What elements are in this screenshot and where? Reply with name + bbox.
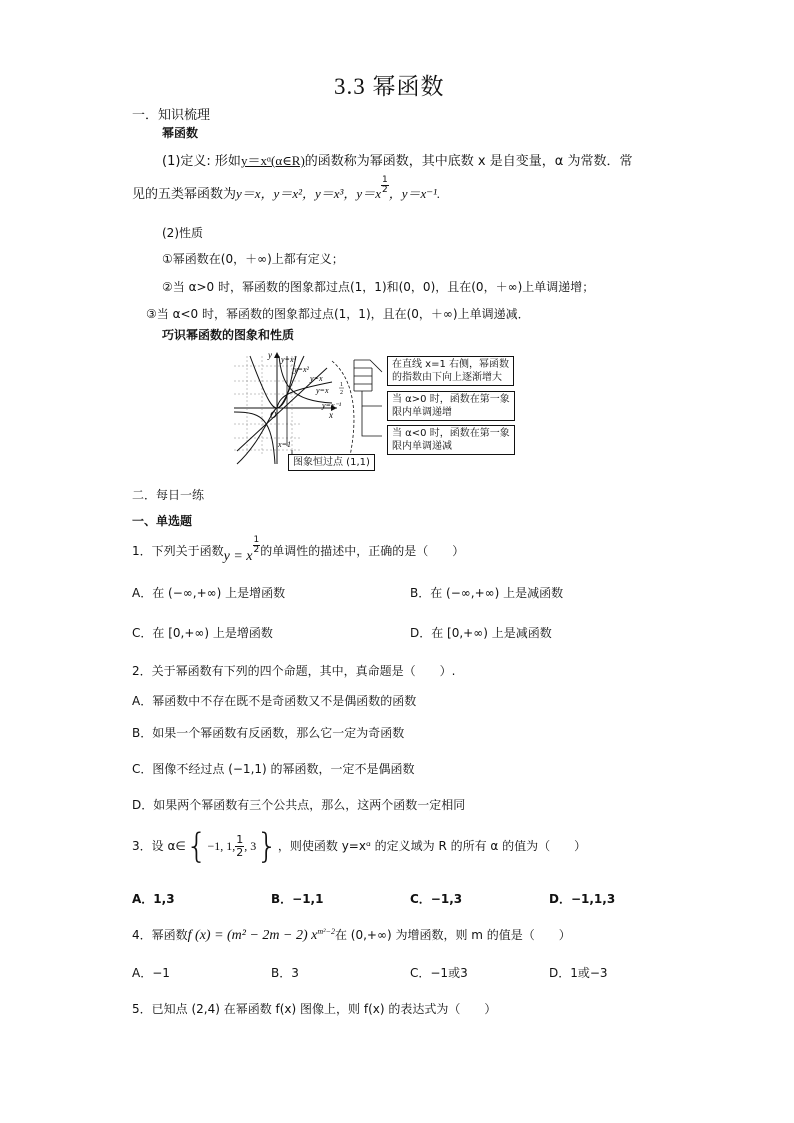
def-formula: y＝xᵅ(α∈R) bbox=[240, 153, 305, 168]
callout-line: 限内单调递增 bbox=[392, 407, 452, 418]
question-3 bbox=[132, 826, 587, 867]
callout-line: 当 α<0 时，函数在第一象 bbox=[392, 428, 510, 439]
label-y-squared: y=x² bbox=[294, 365, 309, 374]
label-y-cubed: y=x³ bbox=[281, 355, 296, 364]
label-x-equals-1: x=1 bbox=[278, 440, 291, 449]
definition-line1 bbox=[162, 150, 632, 169]
q4-option-d[interactable]: D．1或−3 bbox=[549, 966, 608, 980]
q3-half bbox=[235, 834, 244, 859]
q3-option-a[interactable]: A．1,3 bbox=[132, 892, 175, 906]
prop-3: ③当 α<0 时，幂函数的图象都过点(1，1)，且在(0，＋∞)上单调递减． bbox=[146, 307, 530, 321]
def-line2-prefix: 见的五类幂函数为 bbox=[132, 187, 237, 202]
figure-heading: 巧识幂函数的图象和性质 bbox=[162, 328, 295, 342]
den: 2 bbox=[236, 846, 244, 859]
half-exponent bbox=[381, 176, 389, 195]
den: 2 bbox=[381, 185, 388, 195]
callout-line: 在直线 x=1 右侧，幂函数 bbox=[392, 359, 510, 370]
q2-option-d[interactable]: D．如果两个幂函数有三个公共点，那么，这两个函数一定相同 bbox=[132, 798, 466, 812]
callout-exponent bbox=[387, 356, 514, 386]
num: 1 bbox=[381, 175, 388, 185]
section2-heading: 二．每日一练 bbox=[132, 488, 205, 502]
left-brace: { bbox=[185, 826, 208, 867]
callout-increasing bbox=[387, 391, 515, 421]
q1-option-d[interactable]: D．在 [0,+∞) 上是减函数 bbox=[410, 626, 552, 640]
label-y-axis: y bbox=[268, 350, 272, 360]
def-funcs: y＝x，y＝x²，y＝x³，y＝x bbox=[236, 186, 381, 201]
callout-line: 的指数由下向上逐渐增大 bbox=[392, 372, 502, 383]
def-last: ，y＝x⁻¹. bbox=[388, 186, 441, 201]
callout-line: 当 α>0 时，函数在第一象 bbox=[392, 394, 510, 405]
question-2: 2．关于幂函数有下列的四个命题，其中，真命题是（ ）. bbox=[132, 664, 456, 678]
callout-fixed-point: 图象恒过点 (1,1) bbox=[288, 454, 375, 471]
q4-suffix: 在 (0,+∞) 为增函数，则 m 的值是（ ） bbox=[334, 928, 571, 942]
q3-prefix: 3．设 α∈ bbox=[132, 839, 186, 853]
label-x-axis: x bbox=[329, 410, 333, 420]
den: 2 bbox=[253, 545, 260, 555]
prop-1: ①幂函数在(0，＋∞)上都有定义； bbox=[162, 252, 344, 266]
q2-option-c[interactable]: C．图像不经过点 (−1,1) 的幂函数，一定不是偶函数 bbox=[132, 762, 415, 776]
q4-option-c[interactable]: C．−1或3 bbox=[410, 966, 468, 980]
q4-option-b[interactable]: B．3 bbox=[271, 966, 299, 980]
num: 1 bbox=[253, 535, 260, 545]
label-origin: O bbox=[270, 410, 277, 420]
question-4 bbox=[132, 926, 571, 944]
page-title: 3.3 幂函数 bbox=[334, 74, 445, 99]
q3-option-d[interactable]: D．−1,1,3 bbox=[549, 892, 616, 906]
q1-option-b[interactable]: B．在 (−∞,+∞) 上是减函数 bbox=[410, 586, 564, 600]
label-half-num: 1 bbox=[340, 382, 343, 388]
q1-formula: y = x bbox=[223, 549, 253, 564]
question-5: 5．已知点 (2,4) 在幂函数 f(x) 图像上，则 f(x) 的表达式为（ ） bbox=[132, 1002, 497, 1016]
q4-exponent: m²−2 bbox=[317, 927, 335, 936]
q1-exponent bbox=[253, 536, 261, 555]
def-prefix: (1)定义: 形如 bbox=[162, 154, 241, 169]
subheading: 幂函数 bbox=[162, 126, 199, 140]
prop-title: (2)性质 bbox=[162, 226, 203, 240]
q2-option-a[interactable]: A．幂函数中不存在既不是奇函数又不是偶函数的函数 bbox=[132, 694, 417, 708]
callout-decreasing bbox=[387, 425, 515, 455]
prop-2: ②当 α>0 时，幂函数的图象都过点(1，1)和(0，0)，且在(0，＋∞)上单调递增； bbox=[162, 280, 595, 294]
q1-option-a[interactable]: A．在 (−∞,+∞) 上是增函数 bbox=[132, 586, 286, 600]
q3-option-c[interactable]: C．−1,3 bbox=[410, 892, 463, 906]
right-brace: } bbox=[256, 826, 278, 867]
num: 1 bbox=[236, 833, 244, 846]
q4-formula: f (x) = (m² − 2m − 2) x bbox=[187, 928, 318, 943]
single-choice-heading: 一、单选题 bbox=[132, 514, 193, 528]
q1-prefix: 1．下列关于函数 bbox=[132, 544, 224, 558]
q3-set-right: , 3 bbox=[244, 839, 257, 853]
q4-option-a[interactable]: A．−1 bbox=[132, 966, 170, 980]
definition-line2 bbox=[132, 175, 441, 204]
section-heading: 一．知识梳理 bbox=[132, 108, 211, 123]
def-suffix: 的函数称为幂函数，其中底数 x 是自变量，α 为常数．常 bbox=[304, 154, 633, 169]
question-1 bbox=[132, 535, 465, 564]
label-y-inverse: y=x⁻¹ bbox=[322, 401, 342, 410]
q1-suffix: 的单调性的描述中，正确的是（ ） bbox=[260, 544, 465, 558]
q3-set-left: −1, 1, bbox=[207, 839, 236, 853]
q3-option-b[interactable]: B．−1,1 bbox=[271, 892, 324, 906]
callout-line: 限内单调递减 bbox=[392, 441, 452, 452]
q1-option-c[interactable]: C．在 [0,+∞) 上是增函数 bbox=[132, 626, 273, 640]
q2-option-b[interactable]: B．如果一个幂函数有反函数，那么它一定为奇函数 bbox=[132, 726, 405, 740]
label-half-den: 2 bbox=[340, 390, 343, 396]
q3-suffix: ，则使函数 y=xᵅ 的定义域为 R 的所有 α 的值为（ ） bbox=[277, 839, 587, 853]
label-y-x: y=x bbox=[310, 374, 323, 383]
label-y-half: y=x bbox=[316, 386, 329, 395]
q4-prefix: 4．幂函数 bbox=[132, 928, 188, 942]
